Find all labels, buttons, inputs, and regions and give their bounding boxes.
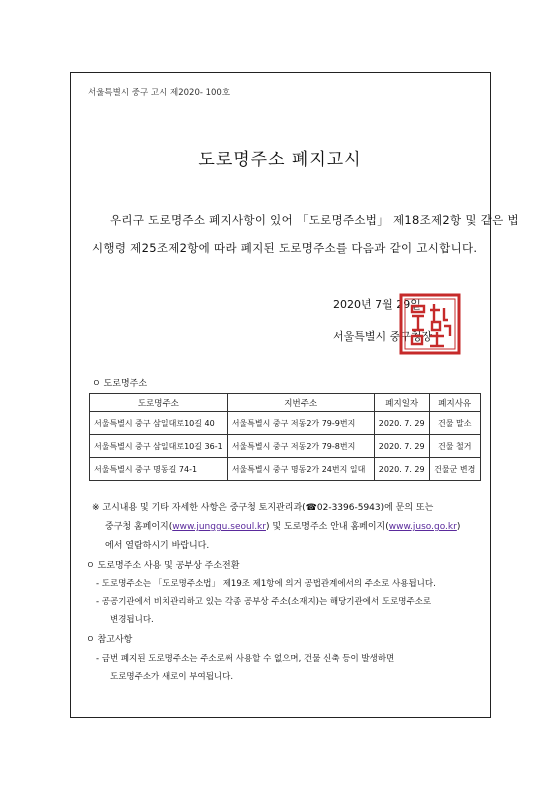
table-row — [90, 435, 481, 458]
table-row — [90, 458, 481, 481]
page-title: 도로명주소 폐지고시 — [198, 150, 362, 170]
issuer: 서울특별시 중구청장 — [333, 330, 433, 343]
body-line-1: 우리구 도로명주소 폐지사항이 있어 「도로명주소법」 제18조제2항 및 같은 법 — [110, 213, 519, 227]
note-text: ) — [456, 522, 461, 532]
table-cell: 서울특별시 중구 저동2가 79-8번지 — [227, 435, 374, 458]
usage-bullet-2: - 공공기관에서 비치관리하고 있는 각종 공부상 주소(소재지)는 해당기관에서 도로명주소로 — [96, 597, 432, 607]
table-cell: 건물군 변경 — [429, 458, 480, 481]
table-header-row — [90, 394, 481, 412]
column-header: 폐지일자 — [374, 394, 429, 412]
reference-bullet-1: - 금번 폐지된 도로명주소는 주소로써 사용할 수 없으며, 건물 신축 등이 발생하면 — [96, 654, 395, 664]
section-usage-heading: ㅇ 도로명주소 사용 및 공부상 주소전환 — [86, 561, 240, 571]
inquiry-note-line-1: ※ 고시내용 및 기타 자세한 사항은 중구청 토지관리과(☎02-3396-5943)에 문의 또는 — [92, 503, 434, 513]
body-line-2: 시행령 제25조제2항에 따라 폐지된 도로명주소를 다음과 같이 고시합니다. — [92, 241, 478, 255]
inquiry-note-line-2 — [105, 519, 460, 532]
table-cell: 서울특별시 중구 명동길 74-1 — [90, 458, 228, 481]
junggu-homepage-link[interactable]: www.junggu.seoul.kr — [172, 522, 266, 532]
usage-bullet-2-cont: 변경됩니다. — [110, 615, 154, 625]
notice-date: 2020년 7월 29일 — [333, 298, 421, 311]
section-reference-heading: ㅇ 참고사항 — [86, 635, 133, 645]
table-cell: 2020. 7. 29 — [374, 435, 429, 458]
column-header: 폐지사유 — [429, 394, 480, 412]
usage-bullet-1: - 도로명주소는 「도로명주소법」 제19조 제1항에 의거 공법관계에서의 주소로 사용됩니다. — [96, 579, 436, 589]
note-text: 중구청 홈페이지( — [105, 522, 173, 532]
table-cell: 건물 철거 — [429, 435, 480, 458]
table-row — [90, 412, 481, 435]
column-header: 지번주소 — [227, 394, 374, 412]
section-roads-heading: ㅇ 도로명주소 — [92, 379, 148, 389]
juso-homepage-link[interactable]: www.juso.go.kr — [388, 522, 457, 532]
notice-number: 서울특별시 중구 고시 제2020- 100호 — [88, 88, 231, 98]
table-cell: 서울특별시 중구 삼일대로10길 36-1 — [90, 435, 228, 458]
table-cell: 건물 말소 — [429, 412, 480, 435]
table-cell: 2020. 7. 29 — [374, 412, 429, 435]
table-cell: 2020. 7. 29 — [374, 458, 429, 481]
table-cell: 서울특별시 중구 명동2가 24번지 일대 — [227, 458, 374, 481]
inquiry-note-line-3: 에서 열람하시기 바랍니다. — [105, 541, 210, 551]
official-seal-icon — [398, 292, 462, 356]
table-cell: 서울특별시 중구 삼일대로10길 40 — [90, 412, 228, 435]
table-cell: 서울특별시 중구 저동2가 79-9번지 — [227, 412, 374, 435]
note-text: ) 및 도로명주소 안내 홈페이지( — [265, 522, 389, 532]
column-header: 도로명주소 — [90, 394, 228, 412]
reference-bullet-1-cont: 도로명주소가 새로이 부여됩니다. — [110, 672, 234, 682]
abolished-roads-table — [89, 393, 481, 481]
